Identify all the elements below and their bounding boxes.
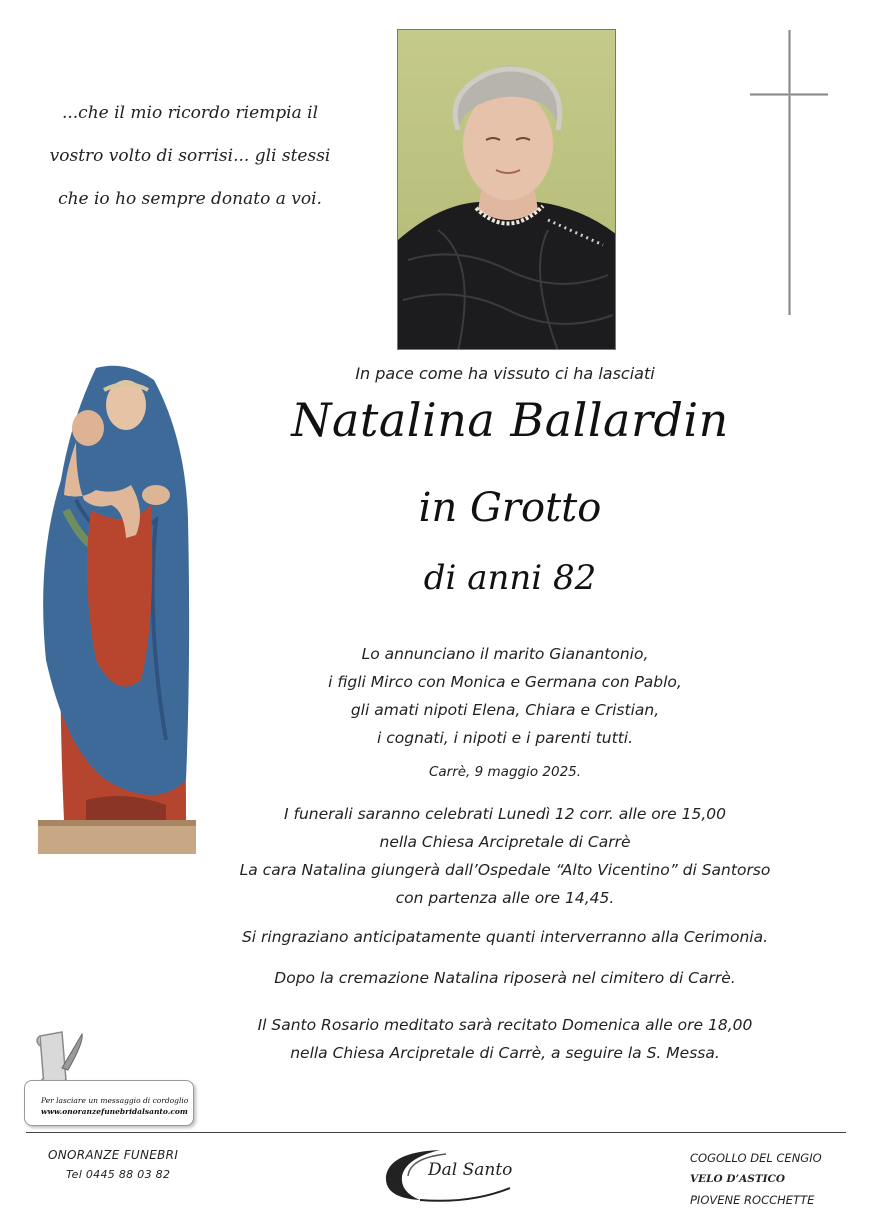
- announcement-block: [210, 640, 800, 752]
- cremation-line: Dopo la cremazione Natalina riposerà nel cimitero di Carrè.: [274, 969, 736, 987]
- quote-line: che io ho sempre donato a voi.: [58, 189, 322, 209]
- announcement-line: i figli Mirco con Monica e Germana con Pablo,: [328, 673, 682, 691]
- announcement-line: gli amati nipoti Elena, Chiara e Cristian,: [350, 701, 660, 719]
- funeral-line: nella Chiesa Arcipretale di Carrè: [379, 833, 631, 851]
- footer-logo-text: Dal Santo: [428, 1160, 513, 1180]
- rosary-block: [210, 1011, 800, 1067]
- deceased-portrait-photo: [397, 29, 616, 350]
- condolence-url[interactable]: www.onoranzefunebridalsanto.com: [41, 1107, 188, 1116]
- announcement-line: Lo annunciano il marito Gianantonio,: [361, 645, 649, 663]
- footer-left: [48, 1148, 178, 1181]
- portrait-illustration: [398, 30, 616, 350]
- age-line: di anni 82: [423, 558, 597, 598]
- condolence-link-box[interactable]: [24, 1080, 194, 1126]
- funeral-line: La cara Natalina giungerà dall’Ospedale “Alto Vicentino” di Santorso: [239, 861, 771, 879]
- rosary-line: Il Santo Rosario meditato sarà recitato Domenica alle ore 18,00: [257, 1016, 753, 1034]
- condolence-text: Per lasciare un messaggio di cordoglio: [41, 1096, 189, 1105]
- funeral-line: I funerali saranno celebrati Lunedì 12 corr. alle ore 15,00: [284, 805, 726, 823]
- cross-icon: [750, 30, 830, 320]
- memorial-quote: [30, 92, 350, 221]
- footer-company-title: ONORANZE FUNEBRI: [48, 1148, 179, 1162]
- footer-divider: [26, 1132, 846, 1133]
- thanks-line: Si ringraziano anticipatamente quanti interverranno alla Cerimonia.: [241, 928, 769, 946]
- intro-line: In pace come ha vissuto ci ha lasciati: [355, 364, 655, 383]
- footer-location: VELO D’ASTICO: [690, 1173, 786, 1185]
- quote-line: vostro volto di sorrisi... gli stessi: [49, 146, 331, 166]
- rosary-line: nella Chiesa Arcipretale di Carrè, a seguire la S. Messa.: [290, 1044, 720, 1062]
- married-name: in Grotto: [418, 485, 602, 531]
- funeral-line: con partenza alle ore 14,45.: [395, 889, 615, 907]
- footer-location: PIOVENE ROCCHETTE: [690, 1193, 815, 1207]
- quote-line: ...che il mio ricordo riempia il: [61, 103, 319, 123]
- footer-location: COGOLLO DEL CENGIO: [690, 1151, 822, 1165]
- deceased-name: Natalina Ballardin: [291, 393, 729, 447]
- funeral-block: [210, 800, 800, 912]
- footer-right: [690, 1148, 822, 1211]
- notice-date: Carrè, 9 maggio 2025.: [428, 764, 582, 780]
- footer-phone: Tel 0445 88 03 82: [66, 1168, 171, 1181]
- announcement-line: i cognati, i nipoti e i parenti tutti.: [377, 729, 633, 747]
